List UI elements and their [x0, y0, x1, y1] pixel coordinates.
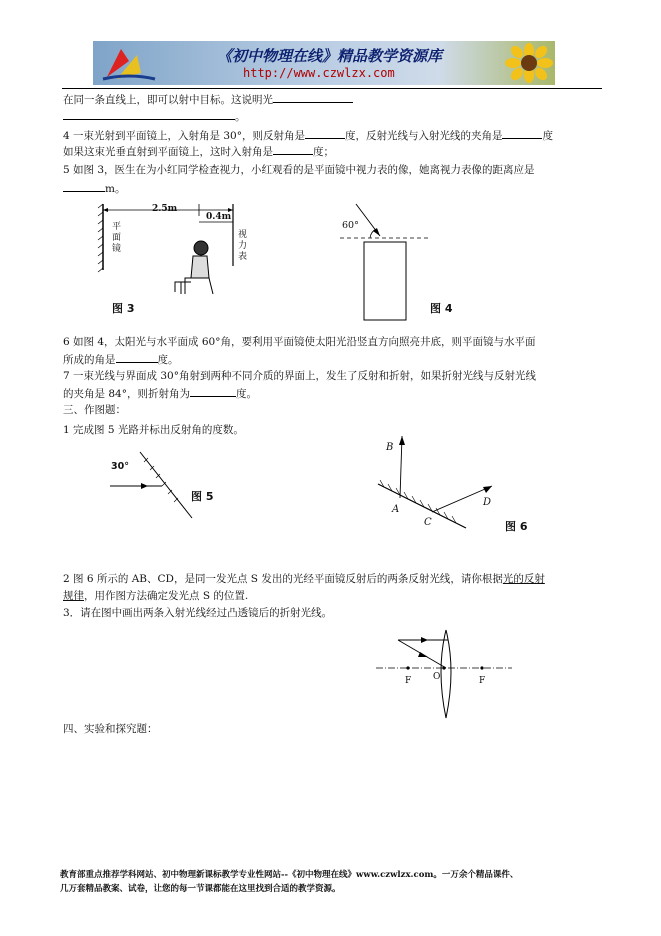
text: 度，反射光线与入射光线的夹角是: [344, 130, 503, 142]
question-6b: [63, 351, 179, 367]
question-7: [63, 369, 536, 383]
text: 在同一条直线上，即可以射中目标。这说明光: [63, 94, 273, 106]
underlined-text: 光的反射: [502, 573, 545, 585]
section-4-heading: 四、实验和探究题：: [63, 723, 158, 735]
fig3-dim1: 2.5m: [152, 204, 178, 214]
fig3-mirror-label: 平面镜: [112, 222, 122, 254]
question-4b: [63, 143, 334, 159]
answer-blank[interactable]: [273, 143, 313, 155]
footer-line-2: 几万套精品教案、试卷，让您的每一节课都能在这里找到合适的教学资源。: [60, 884, 341, 894]
answer-blank[interactable]: [116, 351, 158, 363]
fig6-label-c: C: [424, 517, 432, 528]
drawing-question-2: [63, 572, 545, 586]
text: 度: [542, 130, 553, 142]
fig5-caption: 图 5: [191, 490, 214, 503]
banner-url[interactable]: http://www.czwlzx.com: [243, 66, 395, 80]
figure-3: [95, 196, 275, 298]
girl-on-chair-icon: [175, 241, 213, 294]
question-4: [63, 127, 553, 143]
fig6-label-b: B: [386, 442, 394, 453]
fig6-label-d: D: [483, 497, 492, 508]
figure-4: [330, 198, 440, 324]
question-5: [63, 163, 535, 177]
line-1: [63, 91, 353, 107]
text: m。: [105, 183, 126, 195]
banner-title: 《初中物理在线》精品教学资源库: [217, 47, 443, 65]
answer-blank[interactable]: [273, 91, 353, 103]
question-7b: [63, 385, 257, 401]
text: 所成的角是: [63, 354, 116, 366]
text: 度。: [157, 354, 179, 366]
figure-5: [108, 448, 198, 520]
underlined-text: 规律: [63, 590, 84, 602]
text: 度。: [235, 388, 257, 400]
lens-o: O: [433, 672, 441, 682]
text: 度；: [313, 146, 334, 158]
fig3-chart-label: 视力表: [238, 230, 248, 262]
text: 2 图 6 所示的 AB、CD，是同一发光点 S 发出的光经平面镜反射后的两条反射光线，请你根据: [63, 573, 503, 585]
text: 如果这束光垂直射到平面镜上，这时入射角是: [63, 146, 273, 158]
drawing-question-2b: [63, 589, 248, 603]
answer-blank[interactable]: [502, 127, 542, 139]
answer-blank[interactable]: [190, 385, 236, 397]
text: 7 一束光线与界面成 30°角射到两种不同介质的界面上，发生了反射和折射，如果折射光线与反射光线: [63, 370, 536, 382]
header-rule: [62, 88, 602, 89]
fig4-angle: 60°: [342, 220, 359, 231]
fig4-caption: 图 4: [430, 302, 453, 315]
lens-f-left: F: [405, 676, 412, 686]
fig3-dim2: 0.4m: [206, 212, 232, 222]
section-3-heading: 三、作图题：: [63, 404, 126, 416]
drawing-question-3: 3．请在图中画出两条入射光线经过凸透镜后的折射光线。: [63, 607, 333, 619]
text: 4 一束光射到平面镜上，入射角是 30°，则反射角是: [63, 130, 305, 142]
fig5-angle: 30°: [111, 461, 129, 472]
sunflower-icon: [505, 43, 553, 83]
lens-figure: [372, 626, 518, 724]
text: 的夹角是 84°，则折射角为: [63, 388, 190, 400]
question-6: [63, 335, 535, 349]
footer-line-1: 教育部重点推荐学科网站、初中物理新课标教学专业性网站--《初中物理在线》www.czwlzx.com。一万余个精品课件、: [60, 870, 519, 880]
logo-icon: [99, 43, 159, 83]
header-banner: [93, 41, 555, 85]
text: ，用作图方法确定发光点 S 的位置.: [84, 590, 249, 602]
question-5b: [63, 180, 125, 196]
answer-blank[interactable]: [63, 180, 105, 192]
drawing-question-1: 1 完成图 5 光路并标出反射角的度数。: [63, 424, 244, 436]
lens-f-right: F: [479, 676, 486, 686]
text: 5 如图 3，医生在为小红同学检查视力，小红观看的是平面镜中视力表的像，她离视力表像的距离应是: [63, 164, 535, 176]
answer-blank[interactable]: [305, 127, 345, 139]
text: 。: [235, 111, 246, 123]
fig6-label-a: A: [392, 504, 400, 515]
fig6-caption: 图 6: [505, 520, 528, 533]
fig3-caption: 图 3: [112, 302, 135, 315]
line-1b: [63, 108, 246, 124]
answer-blank[interactable]: [63, 108, 235, 120]
text: 6 如图 4，太阳光与水平面成 60°角，要利用平面镜使太阳光沿竖直方向照亮井底，则平面镜与水平面: [63, 336, 536, 348]
